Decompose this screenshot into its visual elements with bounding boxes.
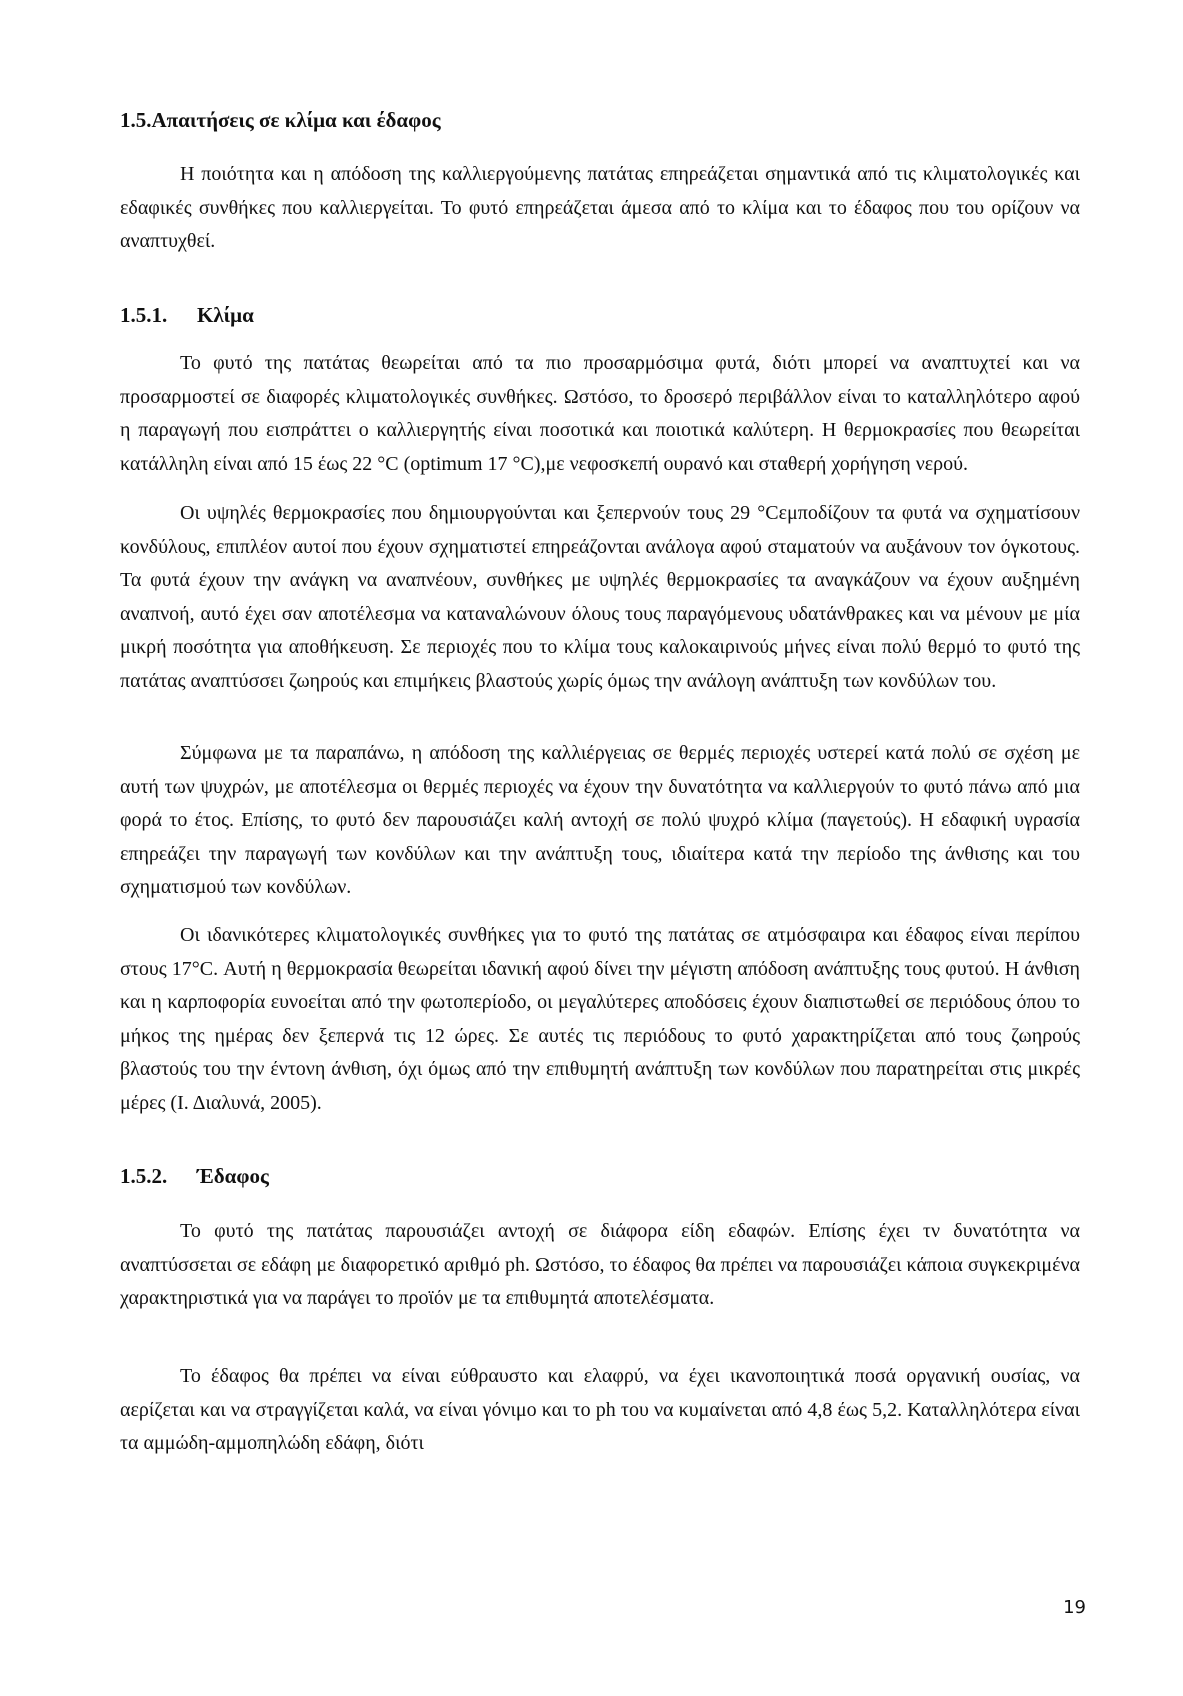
climate-paragraph-1: Το φυτό της πατάτας θεωρείται από τα πιο προσαρμόσιμα φυτά, διότι μπορεί να αναπτυχτεί και να προσαρμοστεί σε διαφορές κλιματολογικές συνθήκες. Ωστόσο, το δροσερό περιβάλλον είναι το καταλληλότερο αφού η παραγωγή που εισπράττει ο καλλιεργητής είναι ποσοτικά και ποιοτικά καλύτερη. Η θερμοκρασίες που θεωρείται κατάλληλη είναι από 15 έως 22 °C (optimum 17 °C),με νεφοσκεπή ουρανό και σταθερή χορήγηση νερού. (120, 352, 1080, 475)
subsection-number: 1.5.1. (120, 303, 168, 327)
section-heading: 1.5.Απαιτήσεις σε κλίμα και έδαφος (120, 108, 441, 132)
climate-paragraph-2: Οι υψηλές θερμοκρασίες που δημιουργούνται και ξεπερνούν τους 29 °Cεμποδίζουν τα φυτά να σχηματίσουν κονδύλους, επιπλέον αυτοί που έχουν σχηματιστεί επηρεάζονται ανάλογα αφού σταματούν να αυξάνουν τον όγκοτους. Τα φυτά έχουν την ανάγκη να αναπνέουν, συνθήκες με υψηλές θερμοκρασίες τα αναγκάζουν να έχουν αυξημένη αναπνοή, αυτό έχει σαν αποτέλεσμα να καταναλώνουν όλους τους παραγόμενους υδατάνθρακες και να μένουν με μία μικρή ποσότητα για αποθήκευση. Σε περιοχές που το κλίμα τους καλοκαιρινούς μήνες είναι πολύ θερμό το φυτό της πατάτας αναπτύσσει ζωηρούς και επιμήκεις βλαστούς χωρίς όμως την ανάλογη ανάπτυξη των κονδύλων του. (120, 502, 1080, 692)
page-number: 19 (1063, 1597, 1086, 1618)
intro-paragraph: Η ποιότητα και η απόδοση της καλλιεργούμενης πατάτας επηρεάζεται σημαντικά από τις κλιματολογικές και εδαφικές συνθήκες που καλλιεργείται. Το φυτό επηρεάζεται άμεσα από το κλίμα και το έδαφος που του ορίζουν να αναπτυχθεί. (120, 163, 1080, 253)
climate-paragraph-3: Σύμφωνα με τα παραπάνω, η απόδοση της καλλιέργειας σε θερμές περιοχές υστερεί κατά πολύ σε σχέση με αυτή των ψυχρών, με αποτέλεσμα οι θερμές περιοχές να έχουν την δυνατότητα να καλλιεργούν το φυτό πάνω από μια φορά το έτος. Επίσης, το φυτό δεν παρουσιάζει καλή αντοχή σε πολύ ψυχρό κλίμα (παγετούς). Η εδαφική υγρασία επηρεάζει την παραγωγή των κονδύλων και την ανάπτυξη τους, ιδιαίτερα κατά την περίοδο της άνθισης και του σχηματισμού των κονδύλων. (120, 742, 1080, 899)
subsection-heading-climate (120, 299, 1080, 333)
climate-paragraph-4: Οι ιδανικότερες κλιματολογικές συνθήκες για το φυτό της πατάτας σε ατμόσφαιρα και έδαφος είναι περίπου στους 17°C. Αυτή η θερμοκρασία θεωρείται ιδανική αφού δίνει την μέγιστη απόδοση ανάπτυξης τους φυτού. Η άνθιση και η καρποφορία ευνοείται από την φωτοπερίοδο, οι μεγαλύτερες αποδόσεις έχουν διαπιστωθεί σε περιόδους όπου το μήκος της ημέρας δεν ξεπερνά τις 12 ώρες. Σε αυτές τις περιόδους το φυτό χαρακτηρίζεται από τους ζωηρούς βλαστούς του την έντονη άνθιση, όχι όμως από την επιθυμητή ανάπτυξη των κονδύλων που παρατηρείται στις μικρές μέρες (Ι. Διαλυνά, 2005). (120, 924, 1080, 1114)
subsection-heading-soil (120, 1160, 1080, 1194)
subsection-title: Κλίμα (197, 303, 254, 327)
soil-paragraph-1: Το φυτό της πατάτας παρουσιάζει αντοχή σε διάφορα είδη εδαφών. Επίσης έχει τν δυνατότητα να αναπτύσσεται σε εδάφη με διαφορετικό αριθμό ph. Ωστόσο, το έδαφος θα πρέπει να παρουσιάζει κάποια συγκεκριμένα χαρακτηριστικά για να παράγει το προϊόν με τα επιθυμητά αποτελέσματα. (120, 1220, 1080, 1310)
soil-paragraph-2: Το έδαφος θα πρέπει να είναι εύθραυστο και ελαφρύ, να έχει ικανοποιητικά ποσά οργανική ουσίας, να αερίζεται και να στραγγίζεται καλά, να είναι γόνιμο και το ph του να κυμαίνεται από 4,8 έως 5,2. Καταλληλότερα είναι τα αμμώδη-αμμοπηλώδη εδάφη, διότι (120, 1365, 1080, 1455)
subsection-number: 1.5.2. (120, 1164, 168, 1188)
subsection-title: Έδαφος (197, 1164, 269, 1188)
